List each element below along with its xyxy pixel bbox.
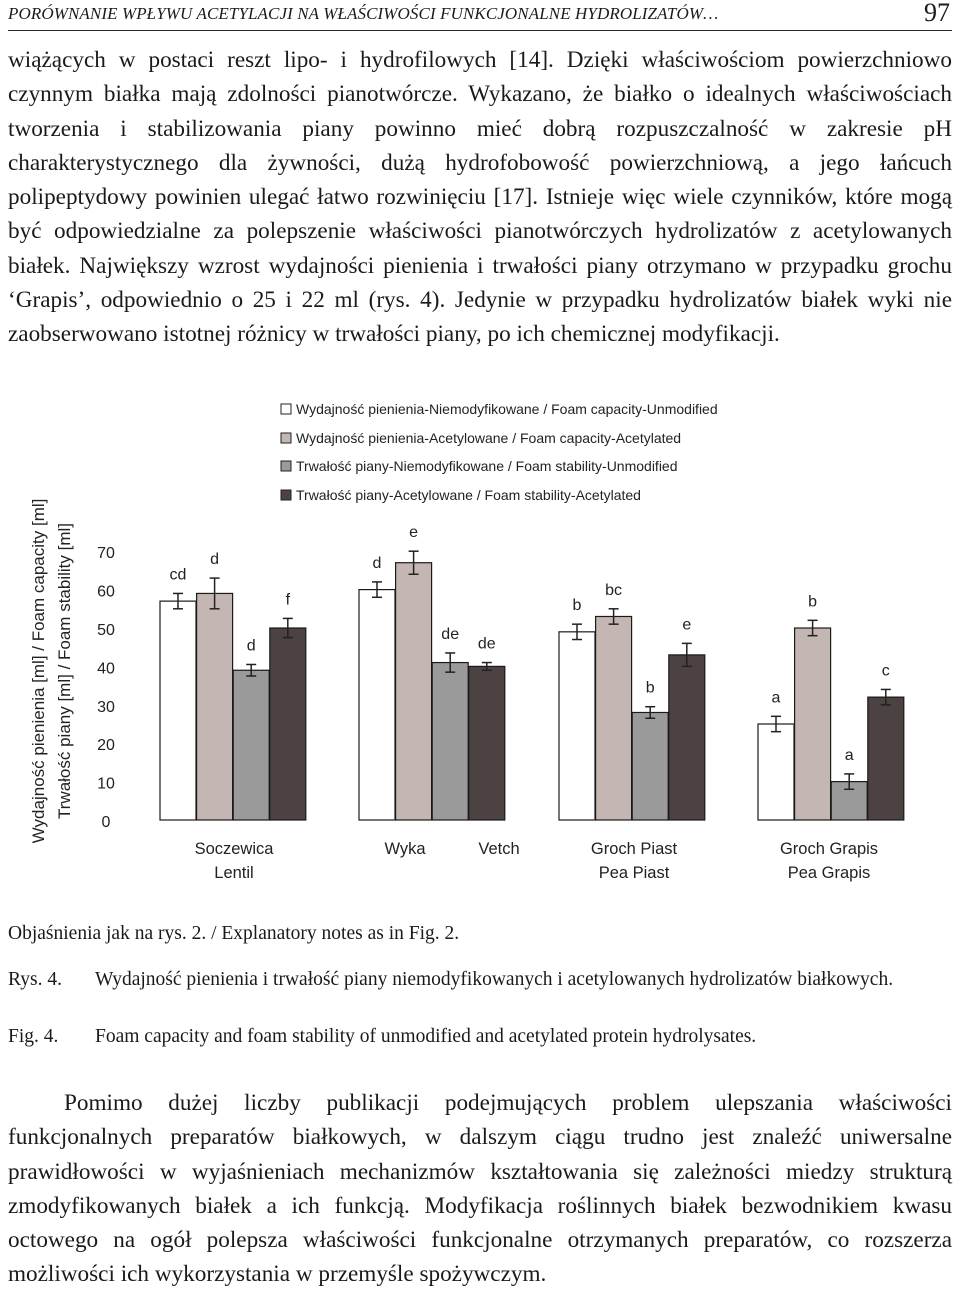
x-category-label: Groch Piast [590,840,678,858]
legend-entry: Trwałość piany-Acetylowane / Foam stability-Acetylated [296,487,641,503]
running-title: PORÓWNANIE WPŁYWU ACETYLACJI NA WŁAŚCIWOŚCI FUNKCJONALNE HYDROLIZATÓW… [8,4,719,23]
bar [197,593,233,820]
bar [795,628,831,820]
y-tick-label: 70 [97,545,115,563]
y-tick-label: 60 [97,583,115,601]
legend-entry: Wydajność pienienia-Niemodyfikowane / Foam capacity-Unmodified [296,401,718,417]
page-number: 97 [924,0,950,27]
significance-label: d [210,551,220,569]
bar [596,616,632,820]
significance-label: d [372,554,382,572]
body-paragraph-2: Pomimo dużej liczby publikacji podejmujących problem ulepszania właściwości funkcjonalnych preparatów białkowych, w dalszym ciągu trudno jest znaleźć uniwersalne prawidłowości w wyjaśnieniach mechanizmów kształtowania się zależności miedzy strukturą zmodyfikowanych białek a ich funkcją. Modyfikacja roślinnych białek bezwodnikiem kwasu octowego na ogół polepsza właściwości funkcjonalne otrzymanych preparatów, co rozszerza możliwości ich wykorzystania w przemyśle spożywczym. [8,1090,952,1288]
bar [559,632,595,820]
legend-swatch [281,461,291,471]
bar [868,697,904,820]
significance-label: c [881,662,890,680]
x-category-label: Soczewica [194,840,274,858]
bar [270,628,306,820]
figure-note: Objaśnienia jak na rys. 2. / Explanatory notes as in Fig. 2. [8,923,460,944]
bar-chart [0,388,960,908]
significance-label: de [441,625,460,643]
bar [669,655,705,820]
significance-label: e [682,616,692,634]
bar [396,563,432,820]
caption-text-en: Foam capacity and foam stability of unmodified and acetylated protein hydrolysates. [95,1026,757,1047]
significance-label: f [285,591,291,609]
significance-label: a [771,689,781,707]
significance-label: d [246,637,256,655]
page-header [8,0,952,31]
y-tick-label: 0 [101,814,111,831]
caption-text-pl: Wydajność pienienia i trwałość piany niemodyfikowanych i acetylowanych hydrolizatów białkowych. [95,969,894,990]
bar [160,601,196,820]
bar [632,712,668,820]
x-category-label: Groch Grapis [779,840,879,858]
y-tick-label: 50 [97,622,115,639]
bar-chart-figure [0,388,960,908]
y-axis-label-1: Wydajność pienienia [ml] / Foam capacity [ml] [29,498,48,844]
significance-label: b [808,593,818,611]
legend-swatch [281,490,291,500]
x-category-label-en: Lentil [214,864,254,882]
y-tick-label: 30 [97,698,115,716]
significance-label: e [409,524,419,542]
y-tick-label: 20 [97,737,115,755]
caption-label-pl: Rys. 4. [8,969,62,990]
bar [469,666,505,820]
x-category-label-en: Vetch [478,840,520,858]
body-paragraph-1: wiążących w postaci reszt lipo- i hydrofilowych [14]. Dzięki właściwościom powierzchniowo czynnym białka mają zdolności pianotwórcze. Wykazano, że białko o idealnych właściwościach tworzenia i stabilizowania piany powinno mieć dobrą rozpuszczalność w zakresie pH charakterystycznego dla żywności, dużą hydrofobowość powierzchniową, a jego łańcuch polipeptydowy powinien ulegać łatwo rozwinięciu [17]. Istnieje więc wiele czynników, które mogą być odpowiedzialne za polepszenie właściwości pianotwórczych hydrolizatów z acetylowanych białek. Największy wzrost wydajności pienienia i trwałości piany otrzymano w przypadku grochu ‘Grapis’, odpowiednio o 25 i 22 ml (rys. 4). Jedynie w przypadku hydrolizatów białek wyki nie zaobserwowano istotnej różnicy w trwałości piany, po ich chemicznej modyfikacji. [8,47,952,348]
y-tick-label: 40 [97,660,115,678]
x-category-label: Wyka [384,840,426,858]
legend-swatch [281,433,291,443]
bar [758,724,794,820]
significance-label: cd [169,566,187,584]
legend-swatch [281,404,291,414]
bar [359,590,395,820]
significance-label: de [477,635,496,653]
significance-label: a [844,746,854,764]
y-tick-label: 10 [97,775,115,793]
significance-label: bc [605,581,623,599]
legend-entry: Wydajność pienienia-Acetylowane / Foam capacity-Acetylated [296,430,682,446]
caption-label-en: Fig. 4. [8,1026,59,1047]
significance-label: b [645,679,655,697]
bar [432,663,468,820]
legend-entry: Trwałość piany-Niemodyfikowane / Foam stability-Unmodified [296,458,678,474]
x-category-label-en: Pea Piast [598,864,670,882]
significance-label: b [572,597,582,615]
x-category-label-en: Pea Grapis [787,864,871,882]
y-axis-label-2: Trwałość piany [ml] / Foam stability [ml] [55,523,74,819]
bar [233,670,269,820]
